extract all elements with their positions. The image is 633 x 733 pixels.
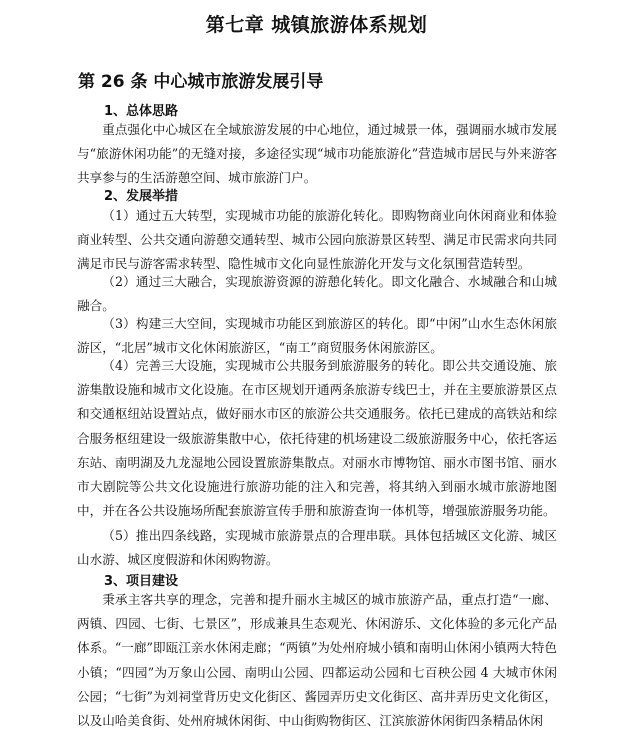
paragraph-measure-1: （1）通过五大转型，实现城市功能的旅游化转化。即购物商业向休闲商业和体验商业转型、公共交通向游憩交通转型、城市公园向旅游景区转型、满足市民需求向共同满足市民与游客需求转型、隐性城市文化向显性旅游化开发与文化氛围营造转型。: [77, 208, 557, 272]
paragraph-measure-5: （5）推出四条线路，实现城市旅游景点的合理串联。具体包括城区文化游、城区山水游、城区度假游和休闲购物游。: [77, 528, 557, 568]
section-heading-project-construction: 3、项目建设: [104, 574, 179, 589]
paragraph-project-construction: 秉承主客共享的理念，完善和提升丽水主城区的城市旅游产品，重点打造“一廊、两镇、四园、七街、七景区”，形成兼具生态观光、休闲游乐、文化体验的多元化产品体系。“一廊”即瓯江亲水休闲走廊；“两镇”为处州府城小镇和南明山休闲小镇两大特色小镇；“四园”为万象山公园、南明山公园、四都运动公园和七百秧公园 4 大城市休闲公园；“七街”为刘祠堂背历史文化街区、酱园弄历史文化街区、高井弄历史文化街区，以及山哈美食街、处州府城休闲街、中山街购物街区、江滨旅游休闲街四条精品休闲: [77, 592, 557, 729]
paragraph-measure-4: （4）完善三大设施，实现城市公共服务到旅游服务的转化。即公共交通设施、旅游集散设施和城市文化设施。在市区规划开通两条旅游专线巴士，并在主要旅游景区点和交通枢纽站设置站点，做好丽水市区的旅游公共交通服务。依托已建成的高铁站和综合服务枢纽建设一级旅游集散中心，依托待建的机场建设二级旅游服务中心，依托客运东站、南明湖及九龙湿地公园设置旅游集散点。对丽水市博物馆、丽水市图书馆、丽水市大剧院等公共文化设施进行旅游功能的注入和完善，将其纳入到丽水城市旅游地图中，并在各公共设施场所配套旅游宣传手册和旅游查询一体机等，增强旅游服务功能。: [77, 358, 557, 519]
section-heading-development-measures: 2、发展举措: [104, 189, 179, 204]
article-title: 第 26 条 中心城市旅游发展引导: [78, 72, 324, 92]
paragraph-measure-2: （2）通过三大融合，实现旅游资源的游憩化转化。即文化融合、水城融合和山城融合。: [77, 274, 557, 314]
chapter-title: 第七章 城镇旅游体系规划: [205, 14, 428, 36]
paragraph-overall-idea: 重点强化中心城区在全域旅游发展的中心地位，通过城景一体，强调丽水城市发展与“旅游休闲功能”的无缝对接，多途径实现“城市功能旅游化”营造城市居民与外来游客共享参与的生活游憩空间、城市旅游门户。: [77, 122, 557, 186]
paragraph-measure-3: （3）构建三大空间，实现城市功能区到旅游区的转化。即“中闲”山水生态休闲旅游区，“北居”城市文化休闲旅游区，“南工”商贸服务休闲旅游区。: [77, 316, 557, 356]
section-heading-overall-idea: 1、总体思路: [104, 104, 179, 119]
